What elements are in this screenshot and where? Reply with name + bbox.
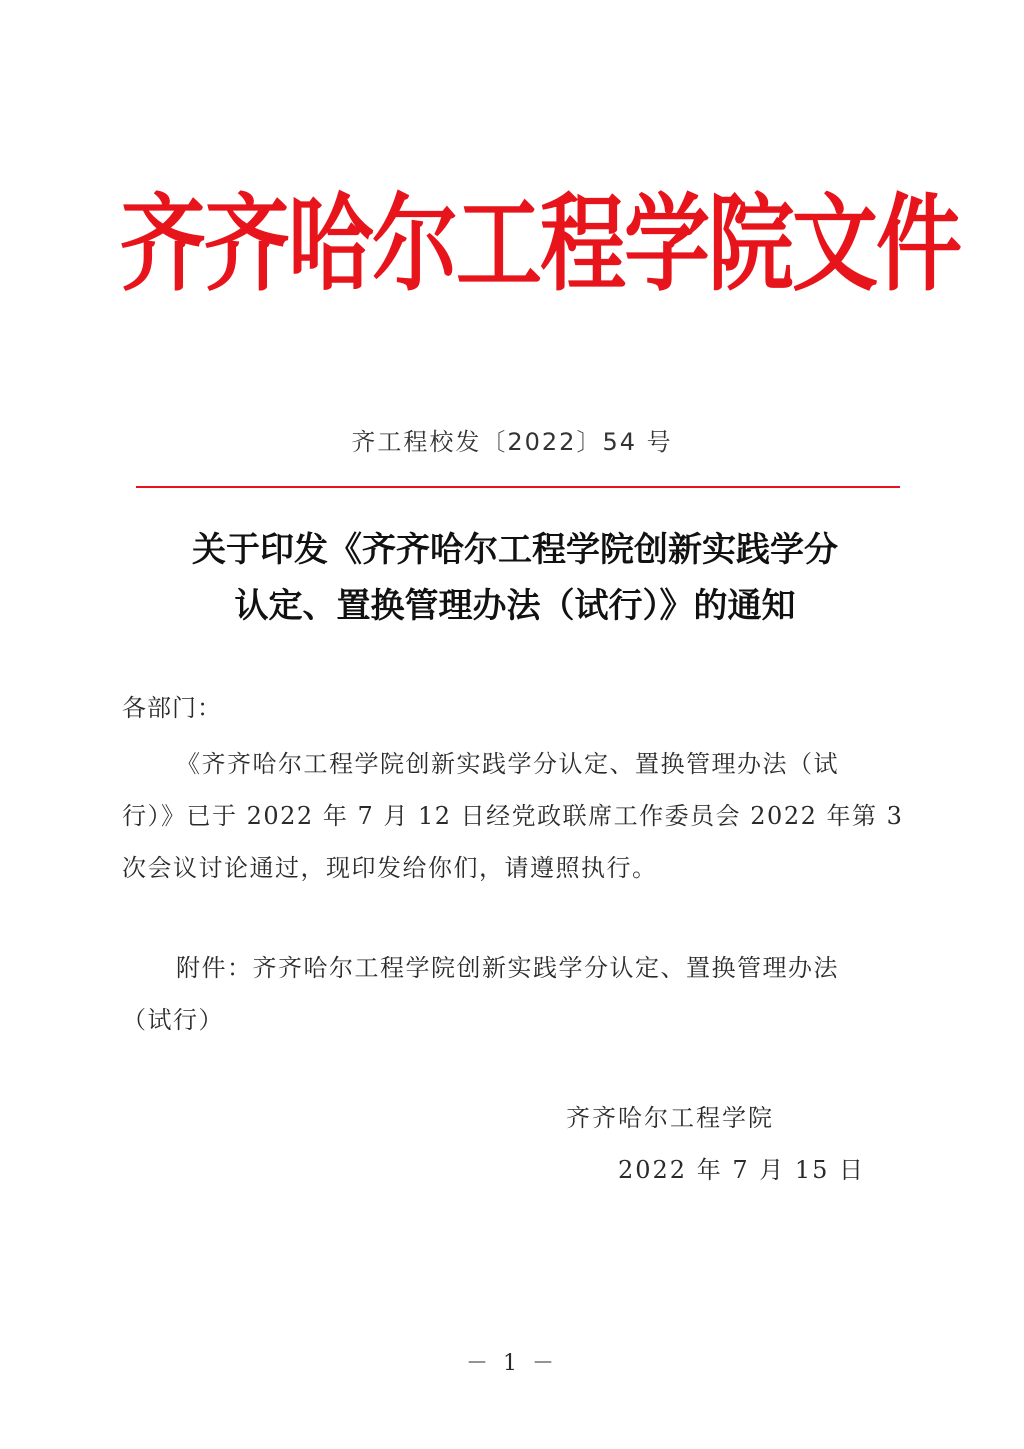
document-title-line-1: 关于印发《齐齐哈尔工程学院创新实践学分 (192, 530, 838, 570)
issue-date: 2022 年 7 月 15 日 (618, 1156, 866, 1184)
body-line-3: 次会议讨论通过，现印发给你们，请遵照执行。 (122, 854, 658, 882)
salutation: 各部门： (122, 694, 222, 722)
body-paragraph (122, 738, 902, 894)
attachment-line-1: 附件：齐齐哈尔工程学院创新实践学分认定、置换管理办法 (176, 954, 839, 982)
issuer-signature: 齐齐哈尔工程学院 (566, 1104, 774, 1132)
masthead-title: 齐齐哈尔工程学院文件 (120, 184, 960, 307)
page-number: － 1 － (466, 1351, 558, 1376)
attachment-line-2: （试行） (122, 1006, 224, 1034)
body-line-2: 行）》已于 2022 年 7 月 12 日经党政联席工作委员会 2022 年第 3 (122, 802, 904, 830)
red-divider-line (136, 486, 900, 488)
body-line-1: 《齐齐哈尔工程学院创新实践学分认定、置换管理办法（试 (176, 750, 839, 778)
document-title (120, 522, 910, 634)
document-title-line-2: 认定、置换管理办法（试行）》的通知 (234, 586, 796, 626)
document-number: 齐工程校发〔2022〕54 号 (351, 428, 673, 456)
attachment-note (122, 942, 902, 1046)
